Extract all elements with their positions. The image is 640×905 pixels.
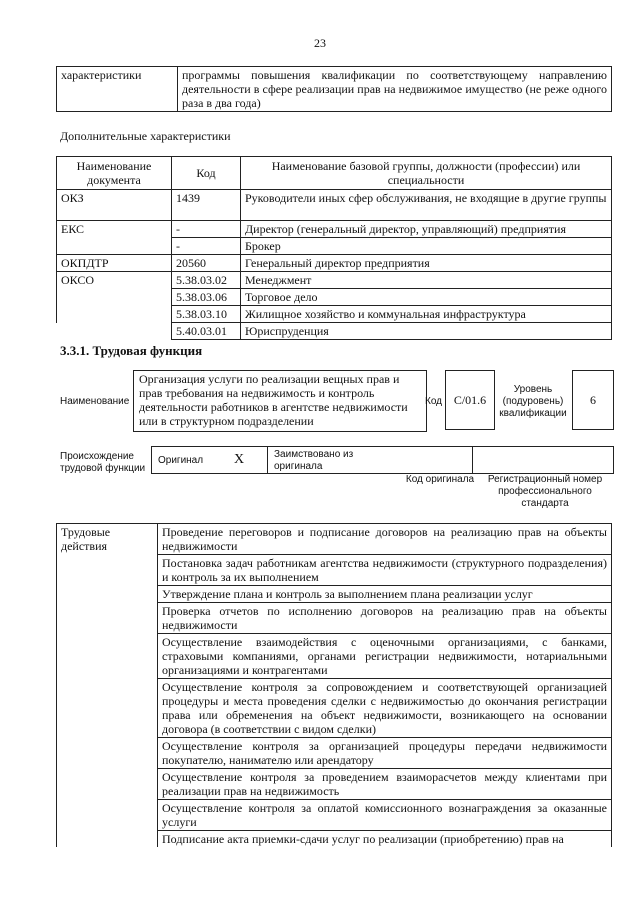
cell-name: Руководители иных сфер обслуживания, не входящие в другие группы <box>241 190 612 221</box>
table-row <box>57 190 612 221</box>
code-value-box: С/01.6 <box>445 370 495 430</box>
action-item: Осуществление взаимодействия с оценочными организациями, с банками, страховыми компаниями, органами регистрации недвижимости, нотариальными организациями и контрагентами <box>158 634 612 679</box>
level-label: Уровень (подуровень) квалификации <box>499 384 567 419</box>
action-item: Осуществление контроля за проведением взаиморасчетов между клиентами при реализации прав на недвижимость <box>158 769 612 800</box>
table-row <box>57 524 612 555</box>
cell-code: - <box>172 238 241 255</box>
cell-document: ОКЗ <box>57 190 172 221</box>
table-row <box>57 221 612 238</box>
labor-actions-label: Трудовые действия <box>57 524 158 848</box>
additional-characteristics-table <box>56 156 612 340</box>
action-item: Утверждение плана и контроль за выполнением плана реализации услуг <box>158 586 612 603</box>
header-document: Наименование документа <box>57 157 172 190</box>
cell-code: 20560 <box>172 255 241 272</box>
cell-code: 5.38.03.02 <box>172 272 241 289</box>
action-item: Проверка отчетов по исполнению договоров на реализацию прав на объекты недвижимости <box>158 603 612 634</box>
action-item: Осуществление контроля за сопровождением и соответствующей организацией процедуры и места проведения сделки с недвижимостью до окончания регистрации права или обременения на объект недвижимости, возникающего на основании договора (в соответствии с видом сделки) <box>158 679 612 738</box>
table-row <box>57 255 612 272</box>
function-name-box: Организация услуги по реализации вещных прав и прав требования на недвижимость и контроль деятельности работников в агентстве недвижимости или в структурном подразделении <box>133 370 427 432</box>
table-row <box>57 323 612 340</box>
name-label: Наименование <box>60 396 130 407</box>
cell-document: ЕКС <box>57 221 172 238</box>
table-row <box>57 238 612 255</box>
action-item: Осуществление контроля за организацией процедуры передачи недвижимости покупателю, нанимателю или арендатору <box>158 738 612 769</box>
cell-document: ОКСО <box>57 272 172 289</box>
cell-document: ОКПДТР <box>57 255 172 272</box>
cell-document <box>57 238 172 255</box>
cell-name: Брокер <box>241 238 612 255</box>
header-name: Наименование базовой группы, должности (профессии) или специальности <box>241 157 612 190</box>
table-header-row <box>57 157 612 190</box>
cell-name: Генеральный директор предприятия <box>241 255 612 272</box>
cell-document <box>57 323 172 340</box>
labor-actions-table <box>56 523 612 847</box>
cell-document <box>57 306 172 323</box>
cell-name: Жилищное хозяйство и коммунальная инфраструктура <box>241 306 612 323</box>
cell-code: 5.38.03.10 <box>172 306 241 323</box>
additional-characteristics-title: Дополнительные характеристики <box>60 129 231 143</box>
origin-divider <box>267 447 268 473</box>
cell-name: Юриспруденция <box>241 323 612 340</box>
cell-name: Менеджмент <box>241 272 612 289</box>
code-original-caption: Код оригинала <box>405 474 475 485</box>
code-label: Код <box>425 396 443 407</box>
table-row <box>57 272 612 289</box>
cell-code: 5.38.03.06 <box>172 289 241 306</box>
table-row <box>57 289 612 306</box>
cell-code: 5.40.03.01 <box>172 323 241 340</box>
cell-name: Директор (генеральный директор, управляющий) предприятия <box>241 221 612 238</box>
top-row-label: характеристики <box>57 67 178 112</box>
cell-code: 1439 <box>172 190 241 221</box>
action-item: Подписание акта приемки-сдачи услуг по реализации (приобретению) прав на <box>158 831 612 848</box>
borrowed-label: Заимствовано из оригинала <box>274 449 354 472</box>
origin-divider <box>472 447 473 473</box>
section-title: 3.3.1. Трудовая функция <box>60 343 203 358</box>
page-number: 23 <box>314 36 326 50</box>
level-value-box: 6 <box>572 370 614 430</box>
cell-code: - <box>172 221 241 238</box>
origin-label: Происхождение трудовой функции <box>60 451 146 474</box>
cell-name: Торговое дело <box>241 289 612 306</box>
header-code: Код <box>172 157 241 190</box>
top-continuation-table <box>56 66 612 112</box>
table-row <box>57 306 612 323</box>
original-label: Оригинал <box>158 455 204 466</box>
action-item: Осуществление контроля за оплатой комиссионного вознаграждения за оказанные услуги <box>158 800 612 831</box>
top-row-text: программы повышения квалификации по соответствующему направлению деятельности в сфере реализации прав на недвижимое имущество (не реже одного раза в два года) <box>178 67 612 112</box>
origin-box <box>151 446 614 474</box>
original-mark: X <box>234 452 245 467</box>
action-item: Постановка задач работникам агентства недвижимости (структурного подразделения) и контроль за их выполнением <box>158 555 612 586</box>
registration-number-caption: Регистрационный номер профессионального стандарта <box>487 474 603 509</box>
cell-document <box>57 289 172 306</box>
action-item: Проведение переговоров и подписание договоров на реализацию прав на объекты недвижимости <box>158 524 612 555</box>
